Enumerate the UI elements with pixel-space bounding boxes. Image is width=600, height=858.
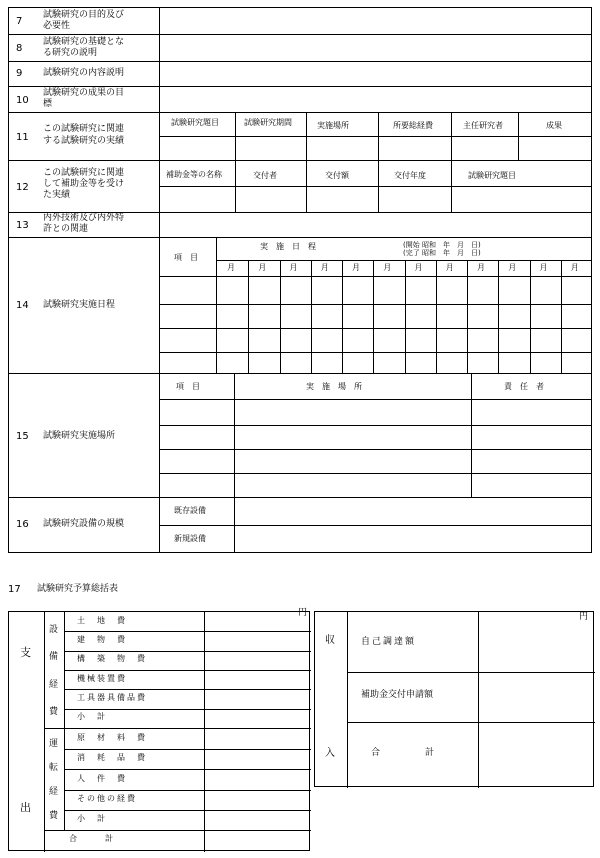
equipment-expense-row-label: 小 計 [77,712,107,722]
income-table [314,611,594,787]
budget-number: 17 [8,584,21,595]
row-7-number: 7 [16,16,23,27]
operating-expense-row-amount-field[interactable] [205,791,310,810]
expense-table [8,608,310,851]
existing-equipment-label: 既存設備 [174,506,206,515]
row-12-label-line3: た実績 [43,190,71,200]
operating-expense-group-char: 転 [49,763,59,773]
row-10-entry-field[interactable] [160,87,592,112]
row-15-header-item: 項 目 [176,382,200,391]
income-total-label: 合 計 [371,748,453,758]
self-funding-label: 自己調達額 [361,637,417,647]
operating-expense-row-amount-field[interactable] [205,770,310,789]
equipment-expense-row-label: 工具器具備品費 [77,693,147,702]
row-12-label: この試験研究に関連 [43,168,125,178]
row-12-number: 12 [16,182,29,193]
equipment-expense-row-amount-field[interactable] [205,671,310,689]
equipment-expense-group-char: 設 [49,624,59,635]
row-8-label: 試験研究の基礎とな [43,37,125,47]
operating-expense-group-char: 費 [49,811,59,821]
operating-expense-row-label: 消 耗 品 費 [77,753,147,763]
month-label: 月 [258,263,267,272]
row-13-label: 内外技術及び内外特 [43,213,125,223]
row-15-header-manager: 責 任 者 [504,382,544,391]
row-15-number: 15 [16,431,29,442]
equipment-expense-row-amount-field[interactable] [205,690,310,708]
row-11-header-location: 実施場所 [317,121,349,130]
row-9-label: 試験研究の内容説明 [43,68,125,78]
row-11-header-period: 試験研究期間 [244,118,292,127]
row-11-header-cost: 所要総経費 [393,121,433,130]
row-15-header-location: 実 施 場 所 [306,382,362,391]
operating-expense-row-label: その他の経費 [77,793,137,803]
equipment-expense-row-amount-field[interactable] [205,632,310,650]
row-12-header-year: 交付年度 [394,171,426,180]
row-12-header-subsidy-name: 補助金等の名称 [166,170,222,179]
equipment-expense-group-char: 備 [49,652,59,663]
income-yen-unit: 円 [579,612,589,622]
month-label: 月 [227,263,235,272]
row-11-header-results: 成果 [546,121,562,130]
operating-expense-row-amount-field[interactable] [205,750,310,769]
income-total-field[interactable] [479,723,594,787]
operating-expense-row-label: 人 件 費 [77,773,127,783]
month-label: 月 [570,263,579,272]
equipment-expense-row-label: 建 物 費 [77,635,127,644]
new-equipment-field[interactable] [235,526,592,553]
month-label: 月 [320,263,329,272]
income-side-label-top: 収 [325,635,335,646]
equipment-expense-row-label: 機械装置費 [77,673,127,683]
month-label: 月 [508,263,517,272]
row-12-header-research-title: 試験研究題目 [468,171,516,180]
row-10-number: 10 [16,95,29,106]
schedule-grid [160,238,592,373]
row-11-number: 11 [16,132,29,143]
row-16-number: 16 [16,519,29,530]
schedule-item-header: 項 目 [174,253,198,262]
research-form-upper [8,7,592,553]
row-11-header-title: 試験研究題目 [171,118,219,127]
equipment-expense-row-amount-field[interactable] [205,652,310,670]
row-15-label: 試験研究実施場所 [43,431,116,441]
month-label: 月 [289,263,298,272]
row-16-label: 試験研究設備の規模 [43,519,125,529]
new-equipment-label: 新規設備 [174,534,206,543]
expense-total-label: 合 計 [69,834,123,843]
operating-expense-row-label: 原 材 料 費 [77,733,147,743]
income-side-label-bottom: 入 [325,748,335,759]
expense-yen-unit: 円 [298,608,308,618]
row-7-label-line2: 必要性 [43,21,71,31]
month-label: 月 [539,263,548,272]
row-10-label-line2: 標 [43,99,53,109]
row-12-header-amount: 交付額 [325,171,349,180]
equipment-expense-row-label: 構 築 物 費 [77,654,147,664]
row-13-number: 13 [16,220,29,231]
existing-equipment-field[interactable] [235,498,592,525]
equipment-expense-group-char: 経 [49,679,59,690]
row-9-number: 9 [16,68,23,79]
equipment-expense-row-amount-field[interactable] [205,613,310,631]
schedule-title: 実 施 日 程 [260,242,316,251]
row-11-label-line2: する試験研究の実績 [43,136,125,146]
schedule-note-end: (完了 昭和 年 月 日) [403,249,481,257]
operating-expense-row-amount-field[interactable] [205,730,310,749]
equipment-expense-row-amount-field[interactable] [205,710,310,728]
schedule-note-start: (開始 昭和 年 月 日) [403,241,481,249]
month-label: 月 [383,263,392,272]
row-14-label: 試験研究実施日程 [43,300,116,310]
expense-side-label-bottom: 出 [20,801,31,814]
row-11-header-researcher: 主任研究者 [463,121,503,130]
month-label: 月 [352,263,360,272]
equipment-expense-row-label: 土 地 費 [77,615,127,625]
month-label: 月 [477,263,485,272]
row-7-entry-field[interactable] [160,7,592,34]
row-12-header-grantor: 交付者 [253,171,277,180]
operating-expense-row-amount-field[interactable] [205,811,310,830]
expense-total-field[interactable] [205,831,310,851]
row-12-label-line2: して補助金等を受け [43,179,125,189]
subsidy-request-label: 補助金交付申請額 [361,690,434,700]
operating-expense-row-label: 小 計 [77,813,107,823]
row-14-number: 14 [16,300,29,311]
row-13-label-line2: 許との関連 [43,224,89,234]
subsidy-request-field[interactable] [479,673,594,722]
month-label: 月 [414,263,423,272]
row-11-label: この試験研究に関連 [43,124,125,134]
month-label: 月 [445,263,454,272]
operating-expense-group-char: 運 [49,739,59,749]
row-7-label: 試験研究の目的及び [43,10,125,20]
row-8-entry-field[interactable] [160,35,592,61]
row-8-label-line2: る研究の説明 [43,48,98,58]
row-13-entry-field[interactable] [160,213,592,237]
row-10-label: 試験研究の成果の目 [43,88,125,98]
operating-expense-group-char: 経 [49,787,59,797]
expense-side-label-top: 支 [20,646,31,659]
budget-title: 試験研究予算総括表 [37,584,119,594]
row-8-number: 8 [16,43,23,54]
row-9-entry-field[interactable] [160,62,592,86]
equipment-expense-group-char: 費 [49,707,59,718]
self-funding-field[interactable] [479,613,594,672]
